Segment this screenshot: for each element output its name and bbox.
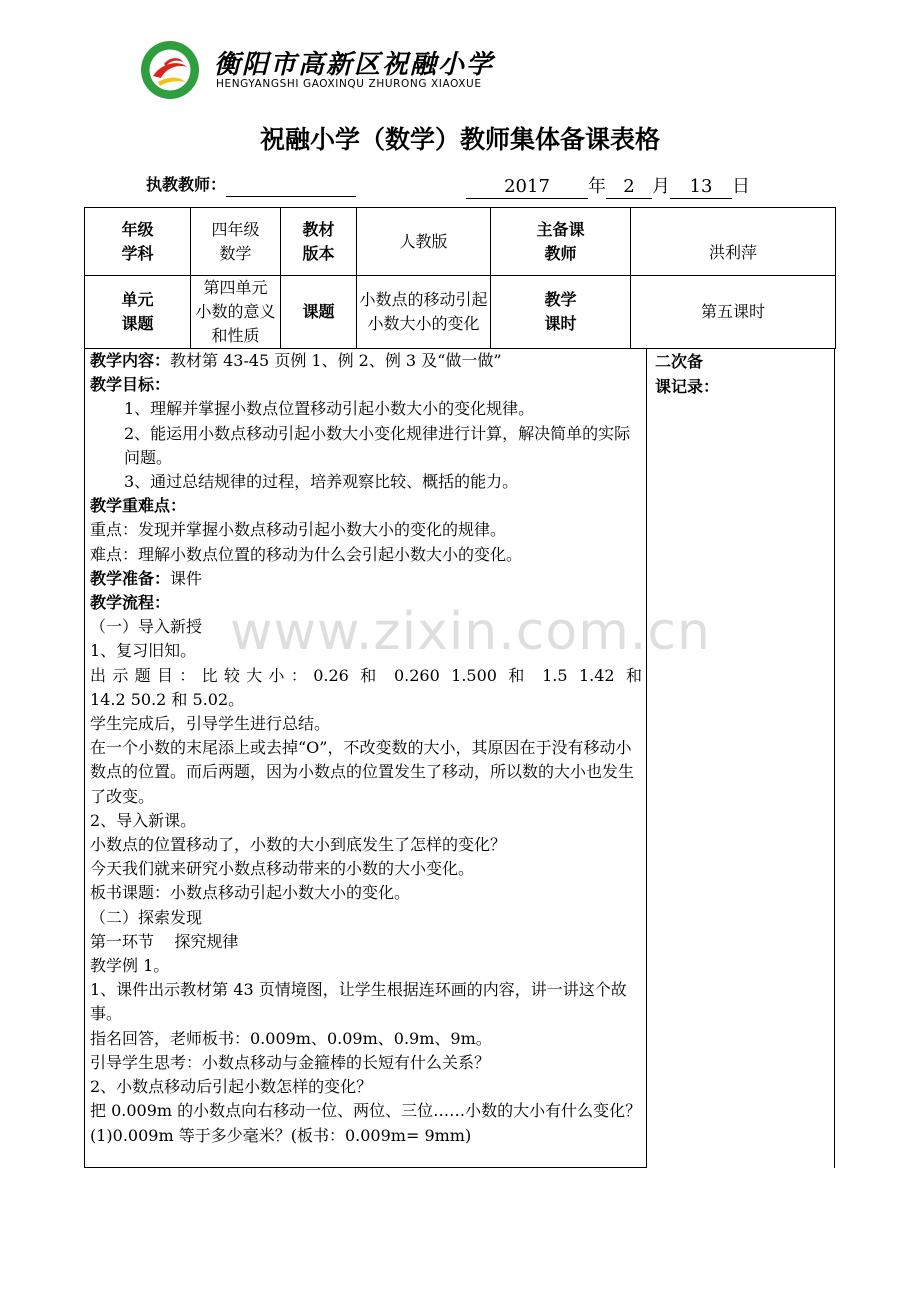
content-right-border: [834, 348, 835, 1168]
process-line: 2、导入新课。: [90, 810, 197, 830]
process-line: 小数点的位置移动了，小数的大小到底发生了怎样的变化？: [90, 835, 507, 855]
lesson-topic-label: 课题: [281, 276, 357, 349]
content-divider: [646, 348, 647, 1168]
key-point: 重点：发现并掌握小数点移动引起小数大小的变化的规律。: [90, 520, 507, 540]
date-year: 2017: [466, 176, 588, 199]
process-line: 14.2 50.2 和 5.02。: [90, 689, 245, 709]
process-line: (1)0.009m 等于多少毫米？(板书：0.009m= 9mm): [90, 1125, 472, 1145]
process-line: 把 0.009m 的小数点向右移动一位、两位、三位……小数的大小有什么变化？: [90, 1101, 642, 1121]
teaching-prep-text: 课件: [170, 568, 203, 588]
teacher-field: [146, 172, 356, 197]
process-line: 学生完成后，引导学生进行总结。: [90, 714, 331, 734]
table-row: [85, 208, 836, 276]
process-line: （一）导入新授: [90, 617, 203, 637]
lesson-info-table: [84, 207, 836, 349]
teaching-prep-label: 教学准备：: [90, 568, 171, 588]
table-row: [85, 276, 836, 349]
teaching-content-label: 教学内容：: [90, 351, 171, 370]
date-field: [466, 172, 750, 199]
grade-subject-label: 年级 学科: [85, 208, 191, 276]
process-line: 引导学生思考：小数点移动与金箍棒的长短有什么关系？: [90, 1052, 491, 1072]
process-line: 板书课题：小数点移动引起小数大小的变化。: [90, 883, 411, 903]
process-line: 1、课件出示教材第 43 页情境图，让学生根据连环画的内容，讲一讲这个故事。: [90, 980, 627, 1024]
teaching-goals-label: 教学目标：: [90, 375, 171, 395]
teaching-process-label: 教学流程：: [90, 593, 171, 613]
date-month-unit: 月: [652, 176, 670, 197]
key-points-label: 教学重难点：: [90, 496, 187, 516]
lesson-period-label: 教学 课时: [491, 276, 631, 349]
lesson-topic-value: 小数点的移动引起小数大小的变化: [357, 276, 491, 349]
date-day: 13: [670, 176, 732, 199]
teaching-prep-line: [90, 567, 642, 591]
date-month: 2: [606, 176, 652, 199]
second-prep-notes-label: 二次备 课记录：: [655, 352, 720, 396]
unit-topic-label: 单元 课题: [85, 276, 191, 349]
process-line: 教学例 1。: [90, 956, 170, 976]
goal-item: 3、通过总结规律的过程，培养观察比较、概括的能力。: [124, 472, 519, 492]
difficult-point: 难点：理解小数点位置的移动为什么会引起小数大小的变化。: [90, 544, 523, 564]
teacher-name-blank: [226, 174, 356, 197]
watermark: www.zixin.com.cn: [230, 602, 711, 662]
process-line: 2、小数点移动后引起小数怎样的变化？: [90, 1077, 373, 1097]
process-line: 出示题目：比较大小：0.26 和 0.260 1.500 和 1.5 1.42 和: [90, 665, 642, 685]
textbook-version-value: 人教版: [357, 208, 491, 276]
lesson-content: [90, 349, 642, 1148]
goal-item: [90, 422, 642, 470]
goal-text: 2、能运用小数点移动引起小数大小变化规律进行计算，解决简单的实际问题。: [124, 423, 631, 467]
teacher-label: 执教教师：: [146, 175, 227, 194]
teaching-content-text: 教材第 43-45 页例 1、例 2、例 3 及“做一做”: [170, 351, 502, 370]
main-teacher-value: 洪利萍: [631, 208, 836, 276]
grade-subject-value: 四年级 数学: [191, 208, 281, 276]
textbook-version-label: 教材 版本: [281, 208, 357, 276]
process-line: 指名回答，老师板书：0.009m、0.09m、0.9m、9m。: [90, 1028, 492, 1048]
school-emblem-icon: [140, 40, 200, 100]
unit-topic-value: 第四单元 小数的意义和性质: [191, 276, 281, 349]
content-bottom-border: [84, 1167, 647, 1168]
lesson-period-value: 第五课时: [631, 276, 836, 349]
main-teacher-label: 主备课 教师: [491, 208, 631, 276]
school-logo: [140, 40, 495, 100]
process-line: 今天我们就来研究小数点移动带来的小数的大小变化。: [90, 859, 475, 879]
content-left-border: [84, 348, 85, 1168]
process-line: 1、复习旧知。: [90, 641, 197, 661]
teaching-content-line: [90, 349, 642, 373]
process-line: 在一个小数的末尾添上或去掉“O”，不改变数的大小，其原因在于没有移动小数点的位置。而后两题，因为小数点的位置发生了移动，所以数的大小也发生了改变。: [90, 738, 635, 806]
page-title: 祝融小学（数学）教师集体备课表格: [259, 125, 660, 154]
date-day-unit: 日: [732, 176, 750, 197]
date-year-unit: 年: [588, 176, 606, 197]
school-name-cn: 衡阳市高新区祝融小学: [214, 50, 495, 80]
process-line: 第一环节 探究规律: [90, 931, 239, 951]
school-name-en: HENGYANGSHI GAOXINQU ZHURONG XIAOXUE: [216, 78, 482, 90]
process-line: （二）探索发现: [90, 907, 203, 927]
goal-item: 1、理解并掌握小数点位置移动引起小数大小的变化规律。: [124, 399, 535, 419]
